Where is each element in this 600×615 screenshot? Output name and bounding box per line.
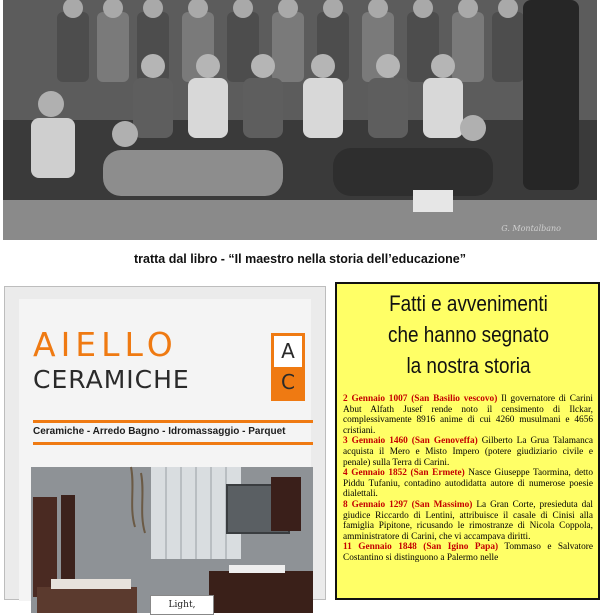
history-entry [343,542,593,563]
entry-date: 4 Gennaio 1852 (San Ermete) [343,468,465,479]
history-entries [343,394,593,564]
entry-text: La Gran Corte, presieduta dal giudice Riccardo di Lentini, attribuisce il casale di Cinisi alla famiglia Pipitone, ricusando le rimostranze di Nicola Coppola, amministratore di Carini, che vi accampava diritti. [343,499,593,542]
entry-date: 11 Gennaio 1848 (San Igino Papa) [343,542,499,553]
orange-rule-top [33,420,313,423]
history-title-line-1: Fatti e avvenimenti [389,291,548,316]
history-entry [343,468,593,500]
brand-subtitle: CERAMICHE [33,365,190,394]
product-label: Light, [150,595,214,615]
logo-letter-bottom: C [274,367,302,398]
entry-text: Il governatore di Carini Abut Alfath Jusef rende noto il censimento di Ilckar, complessivamente 8916 anime di cui 4260 musulmani e 4656 cristiani. [343,394,594,436]
history-entry [343,436,593,468]
advertisement-panel[interactable] [4,286,326,610]
history-title-line-2: che hanno segnato [388,322,549,347]
class-photo [3,0,597,240]
advertisement-card [19,299,311,610]
ad-tagline: Ceramiche - Arredo Bagno - Idromassaggio - Parquet [33,426,286,437]
history-title [355,288,581,381]
history-title-line-3: la nostra storia [406,353,531,378]
logo-letter-top: A [281,339,295,363]
history-box [335,282,600,600]
entry-date: 2 Gennaio 1007 (San Basilio vescovo) [343,394,498,404]
entry-text: Tommaso e Salvatore Costantino si distinguono a Palermo nelle [343,542,593,563]
history-entry [343,394,593,436]
brand-name: AIELLO [33,325,178,364]
entry-date: 3 Gennaio 1460 (San Genoveffa) [343,436,478,447]
brand-logo [271,333,305,401]
bathroom-photo [31,467,313,613]
history-entry [343,500,593,542]
orange-rule-bottom [33,442,313,445]
photo-caption: tratta dal libro - “Il maestro nella storia dell’educazione” [133,252,467,266]
bathroom-illustration [31,467,313,613]
class-photo-figures [3,0,597,240]
entry-date: 8 Gennaio 1297 (San Massimo) [343,499,473,510]
photo-signature: G. Montalbano [501,224,561,233]
entry-text: Gilberto La Grua Talamanca acquista il Mero e Misto Impero (potere giudiziario civile e penale) sulla Terra di Carini. [343,436,593,468]
entry-text: Nasce Giuseppe Taormina, detto Piddu Tufaniu, contadino autodidatta autore di numerose poesie dialettali. [343,468,593,500]
